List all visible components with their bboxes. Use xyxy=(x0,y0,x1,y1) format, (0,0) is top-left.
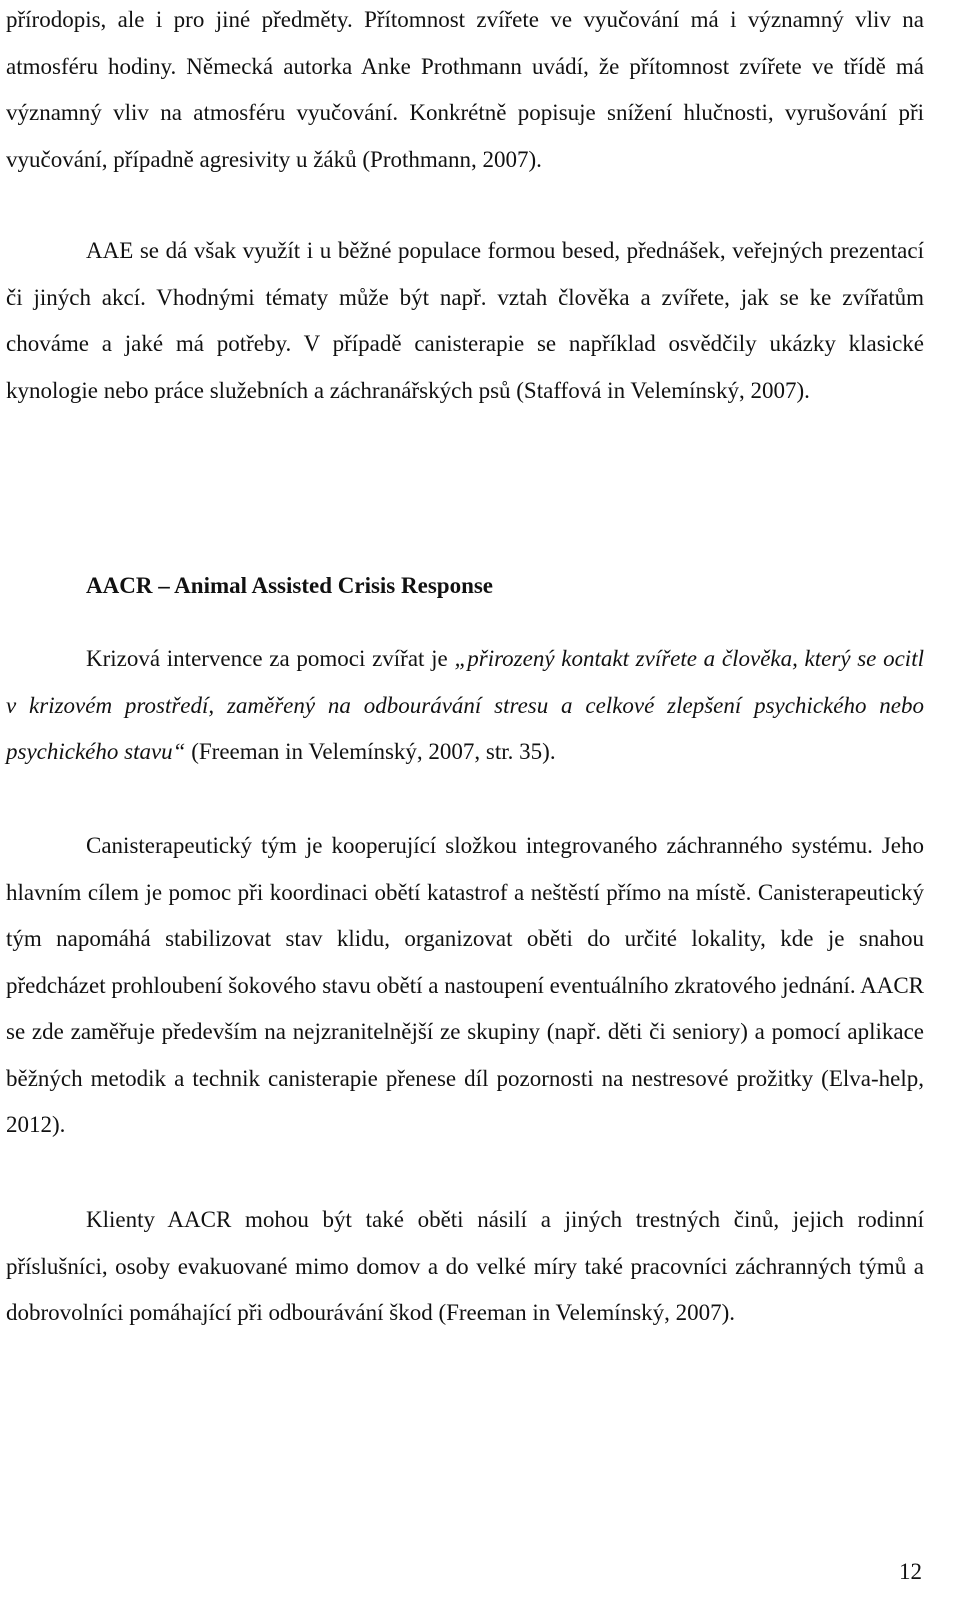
paragraph-intro: přírodopis, ale i pro jiné předměty. Přítomnost zvířete ve vyučování má i významný vliv na atmosféru hodiny. Německá autorka Anke Prothmann uvádí, že přítomnost zvířete ve třídě má významný vliv na atmosféru vyučování. Konkrétně popisuje snížení hlučnosti, vyrušování při vyučování, případně agresivity u žáků (Prothmann, 2007). xyxy=(6,7,924,172)
paragraph-clients: Klienty AACR mohou být také oběti násilí a jiných trestných činů, jejich rodinní příslušníci, osoby evakuované mimo domov a do velké míry také pracovníci záchranných týmů a dobrovolníci pomáhající při odbourávání škod (Freeman in Velemínský, 2007). xyxy=(6,1207,924,1325)
section-heading: AACR – Animal Assisted Crisis Response xyxy=(86,573,494,598)
definition-quote: „přirozený kontakt zvířete a člověka, který se ocitl v krizovém prostředí, zaměřený na odbourávání stresu a celkové zlepšení psychického nebo psychického stavu“ xyxy=(6,646,924,764)
definition-lead: Krizová intervence za pomoci zvířat je xyxy=(86,646,455,671)
definition-citation: (Freeman in Velemínský, 2007, str. 35). xyxy=(185,739,556,764)
paragraph-aacr-definition xyxy=(6,636,924,776)
page-number: 12 xyxy=(899,1559,922,1584)
paragraph-canisterapeutic-team: Canisterapeutický tým je kooperující složkou integrovaného záchranného systému. Jeho hlavním cílem je pomoc při koordinaci obětí katastrof a neštěstí přímo na místě. Canisterapeutický tým napomáhá stabilizovat stav klidu, organizovat oběti do určité lokality, kde je snahou předcházet prohloubení šokového stavu obětí a nastoupení eventuálního zkratového jednání. AACR se zde zaměřuje především na nejzranitelnější ze skupiny (např. děti či seniory) a pomocí aplikace běžných metodik a technik canisterapie přenese díl pozornosti na nestresové prožitky (Elva-help, 2012). xyxy=(6,833,924,1137)
paragraph-aae: AAE se dá však využít i u běžné populace formou besed, přednášek, veřejných prezentací či jiných akcí. Vhodnými tématy může být např. vztah člověka a zvířete, jak se ke zvířatům chováme a jaké má potřeby. V případě canisterapie se například osvědčily ukázky klasické kynologie nebo práce služebních a záchranářských psů (Staffová in Velemínský, 2007). xyxy=(6,238,924,403)
